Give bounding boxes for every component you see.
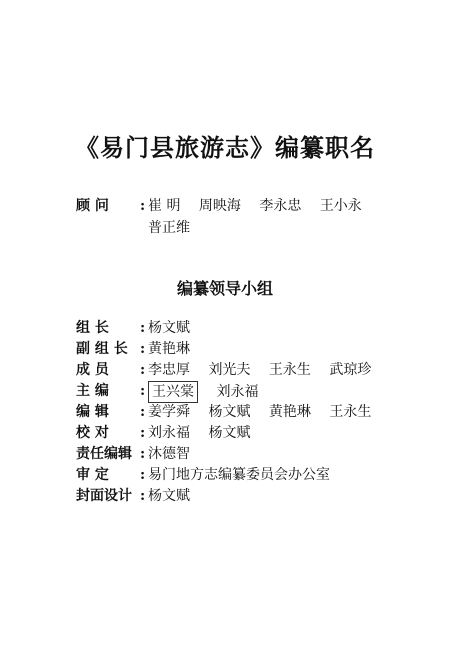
role-row-editors	[76, 402, 406, 423]
person-name: 王永生	[329, 404, 372, 420]
advisors-names	[148, 195, 388, 239]
roles-list	[76, 318, 406, 507]
colon: :	[140, 467, 146, 483]
colon: :	[140, 446, 146, 462]
colon: :	[140, 198, 146, 214]
colon: :	[140, 488, 146, 504]
organization-name: 易门地方志编纂委员会办公室	[148, 467, 330, 483]
role-row-chief-editor	[76, 381, 406, 402]
person-name: 黄艳琳	[268, 404, 311, 420]
role-value	[148, 465, 344, 485]
role-row-cover-design	[76, 486, 406, 507]
role-row-members	[76, 360, 406, 381]
role-value	[148, 318, 204, 338]
role-row-deputy-leader	[76, 339, 406, 360]
colon: :	[140, 425, 146, 441]
role-label: 组 长	[76, 320, 109, 336]
person-name: 姜学舜	[148, 404, 190, 420]
person-name: 黄艳琳	[148, 341, 190, 357]
role-label: 校 对	[76, 425, 109, 441]
colon: :	[140, 383, 146, 399]
person-name: 王永生	[268, 362, 311, 378]
person-name: 杨文赋	[208, 404, 251, 420]
group-title: 编纂领导小组	[176, 279, 273, 298]
role-label: 责任编辑	[76, 446, 132, 462]
role-label: 封面设计	[76, 488, 132, 504]
colon: :	[140, 362, 146, 378]
person-name: 武琼珍	[329, 362, 372, 378]
role-value	[148, 339, 204, 359]
role-value	[148, 402, 385, 422]
person-name: 刘光夫	[208, 362, 251, 378]
person-name: 刘永福	[216, 384, 259, 400]
document-title: 《易门县旅游志》编纂职名	[75, 133, 375, 162]
boxed-person-name: 王兴棠	[148, 381, 198, 403]
role-value	[148, 486, 204, 506]
role-label: 成 员	[76, 362, 109, 378]
person-name: 李忠厚	[148, 362, 190, 378]
role-label: 主 编	[76, 383, 109, 399]
person-name: 刘永福	[148, 425, 190, 441]
role-label: 副 组 长	[76, 341, 128, 357]
person-name: 杨文赋	[148, 488, 190, 504]
person-name: 杨文赋	[208, 425, 251, 441]
role-row-responsible-editor	[76, 444, 406, 465]
advisor-name: 崔 明	[148, 198, 181, 214]
role-label: 编 辑	[76, 404, 109, 420]
role-value	[148, 444, 204, 464]
person-name: 杨文赋	[148, 320, 190, 336]
person-name: 沐德智	[148, 446, 190, 462]
advisor-name: 王小永	[319, 198, 362, 214]
colon: :	[140, 320, 146, 336]
colon: :	[140, 404, 146, 420]
role-label: 审 定	[76, 467, 109, 483]
role-row-proofreaders	[76, 423, 406, 444]
role-value	[148, 381, 272, 403]
role-value	[148, 423, 264, 443]
role-value	[148, 360, 385, 380]
advisor-name: 李永忠	[259, 198, 302, 214]
role-row-leader	[76, 318, 406, 339]
role-row-approval	[76, 465, 406, 486]
colon: :	[140, 341, 146, 357]
advisor-name: 周映海	[198, 198, 241, 214]
advisor-name: 普正维	[148, 220, 190, 236]
advisors-label: 顾 问	[76, 198, 109, 214]
